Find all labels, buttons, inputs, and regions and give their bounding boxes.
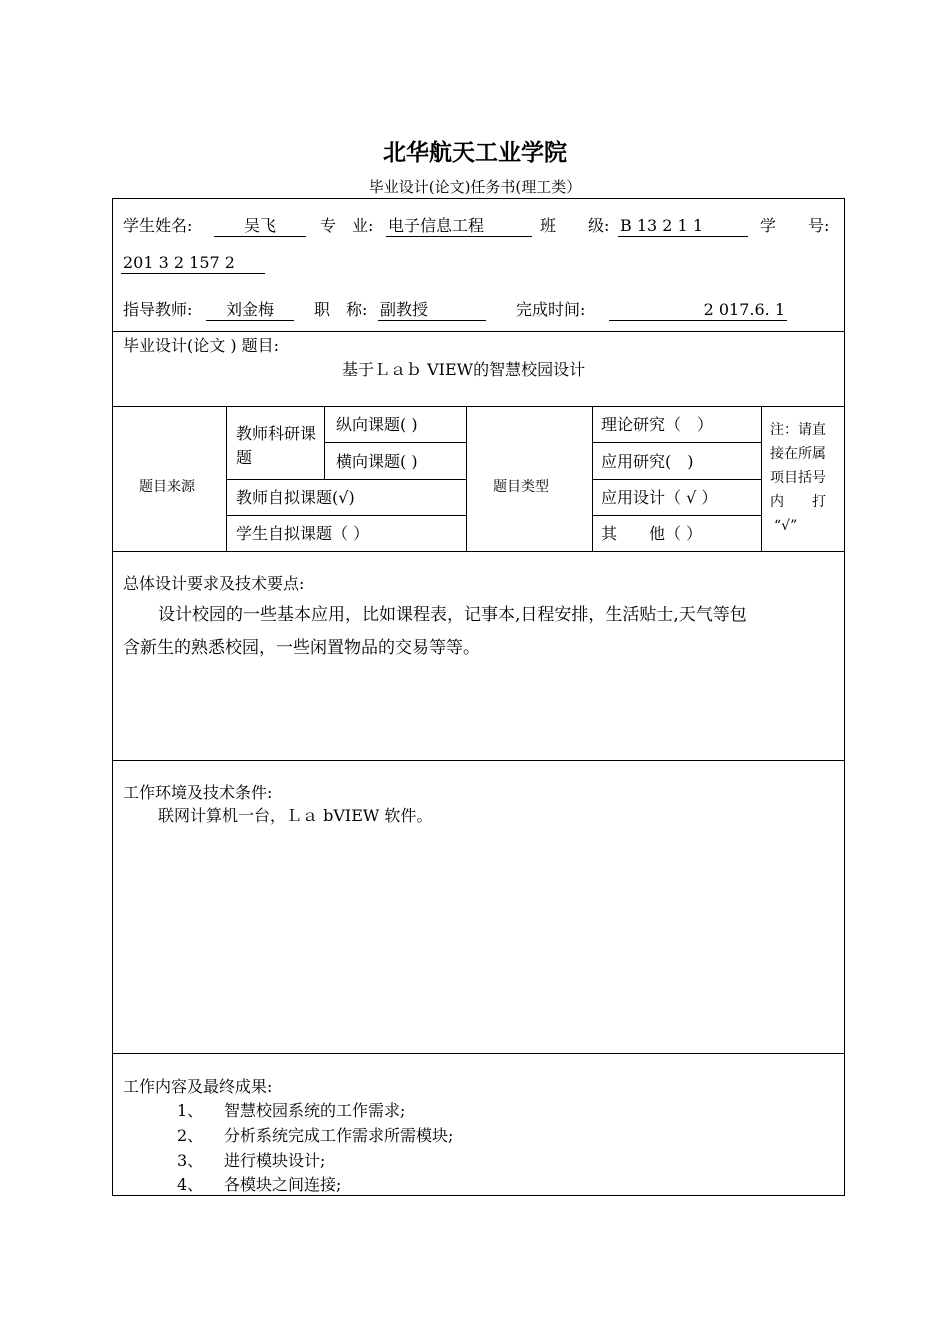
document-type: 毕业设计(论文)任务书(理工类） xyxy=(368,178,582,196)
major-label: 专 业: xyxy=(320,216,374,235)
class: B 13 2 1 1 xyxy=(618,216,748,237)
due-date: 2 017.6. 1 xyxy=(609,300,787,321)
student-id: 201 3 2 157 2 xyxy=(121,253,265,274)
student-name: 吴飞 xyxy=(214,216,306,237)
advisor-label: 指导教师: xyxy=(123,300,193,319)
school-name: 北华航天工业学院 xyxy=(383,140,567,166)
teacher-research-topic: 教师科研课 题 xyxy=(236,424,333,467)
type-label: 题目类型 xyxy=(493,479,549,495)
topic-label: 毕业设计(论文 ) 题目: xyxy=(123,336,280,355)
advisor: 刘金梅 xyxy=(206,300,294,321)
note-line: 内 打 xyxy=(770,494,826,510)
topic-title: 基于Ｌａｂ VIEW的智慧校园设计 xyxy=(342,360,586,379)
content-item-number: 2、 xyxy=(177,1126,204,1145)
due-date-label: 完成时间: xyxy=(516,300,586,319)
content-item-number: 3、 xyxy=(177,1151,204,1170)
row-divider xyxy=(112,760,845,761)
row-divider xyxy=(112,1053,845,1054)
grid-line xyxy=(592,515,761,516)
row-divider xyxy=(112,331,845,332)
note-line: “√” xyxy=(774,518,798,534)
grid-line xyxy=(324,442,466,443)
content-label: 工作内容及最终成果: xyxy=(123,1077,273,1096)
note-line: 项目括号 xyxy=(770,470,826,486)
theory-research: 理论研究（ ） xyxy=(601,415,714,434)
requirements-text: 设计校园的一些基本应用，比如课程表，记事本,日程安排，生活贴士,天气等包 xyxy=(158,605,747,625)
note-line: 接在所属 xyxy=(770,446,826,462)
rank-label: 职 称: xyxy=(314,300,368,319)
environment-label: 工作环境及技术条件: xyxy=(123,783,273,802)
requirements-text: 含新生的熟悉校园，一些闲置物品的交易等等。 xyxy=(123,638,480,658)
content-item-number: 1、 xyxy=(177,1101,204,1120)
requirements-label: 总体设计要求及技术要点: xyxy=(123,574,305,593)
student-self-topic: 学生自拟课题（ ） xyxy=(236,524,370,543)
rank: 副教授 xyxy=(378,300,486,321)
note-line: 注：请直 xyxy=(770,422,826,438)
vertical-topic: 纵向课题( ) xyxy=(336,415,418,434)
row-divider xyxy=(112,406,845,407)
horizontal-topic: 横向课题( ) xyxy=(336,452,418,471)
grid-line xyxy=(226,479,466,480)
content-item: 各模块之间连接; xyxy=(224,1175,342,1194)
content-item: 分析系统完成工作需求所需模块; xyxy=(224,1126,454,1145)
content-item-number: 4、 xyxy=(177,1175,204,1194)
major: 电子信息工程 xyxy=(386,216,532,237)
content-item: 智慧校园系统的工作需求; xyxy=(224,1101,406,1120)
student-id-label: 学 号: xyxy=(760,216,830,235)
teacher-self-topic: 教师自拟课题(√) xyxy=(236,488,355,507)
source-label: 题目来源 xyxy=(139,479,195,495)
student-name-label: 学生姓名: xyxy=(123,216,193,235)
grid-line xyxy=(592,442,761,443)
grid-line xyxy=(761,406,762,551)
applied-design: 应用设计（ √ ） xyxy=(601,488,718,507)
environment-text: 联网计算机一台，Ｌａ bVIEW 软件。 xyxy=(158,806,433,825)
other-type: 其 他（ ） xyxy=(601,524,703,543)
class-label: 班 级: xyxy=(540,216,610,235)
applied-research: 应用研究( ) xyxy=(601,452,694,471)
grid-line xyxy=(592,479,761,480)
content-item: 进行模块设计; xyxy=(224,1151,326,1170)
grid-line xyxy=(466,406,467,551)
grid-line xyxy=(226,515,466,516)
row-divider xyxy=(112,551,845,552)
